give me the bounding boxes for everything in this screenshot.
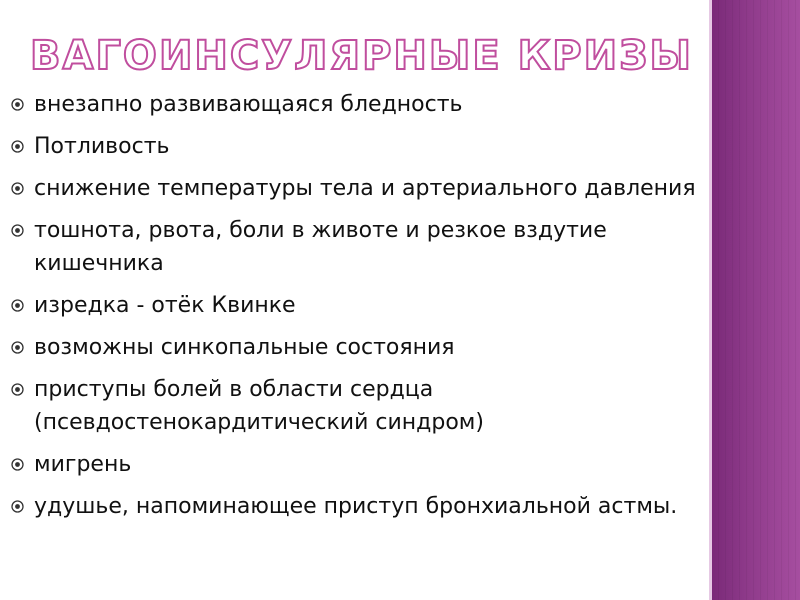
- list-item-text: тошнота, рвота, боли в животе и резкое вздутие кишечника: [34, 218, 607, 276]
- list-item: [8, 448, 698, 481]
- bullet-list: [8, 88, 698, 532]
- circled-bullet-icon: [11, 140, 24, 153]
- list-item: [8, 130, 698, 163]
- list-item: [8, 373, 698, 439]
- list-item: [8, 88, 698, 121]
- circled-bullet-icon: [11, 182, 24, 195]
- circled-bullet-icon: [11, 299, 24, 312]
- list-item: [8, 289, 698, 322]
- decorative-sidebar: [712, 0, 800, 600]
- circled-bullet-icon: [11, 383, 24, 396]
- circled-bullet-icon: [11, 341, 24, 354]
- list-item-text: возможны синкопальные состояния: [34, 335, 455, 360]
- list-item-text: снижение температуры тела и артериального давления: [34, 176, 696, 201]
- list-item-text: внезапно развивающаяся бледность: [34, 92, 463, 117]
- list-item: [8, 172, 698, 205]
- circled-bullet-icon: [11, 500, 24, 513]
- list-item: [8, 331, 698, 364]
- circled-bullet-icon: [11, 224, 24, 237]
- list-item-text: удушье, напоминающее приступ бронхиальной астмы.: [34, 494, 678, 519]
- list-item-text: приступы болей в области сердца (псевдостенокардитический синдром): [34, 377, 484, 435]
- list-item: [8, 490, 698, 523]
- list-item-text: мигрень: [34, 452, 132, 477]
- slide-title: ВАГОИНСУЛЯРНЫЕ КРИЗЫ: [30, 33, 693, 79]
- list-item-text: изредка - отёк Квинке: [34, 293, 296, 318]
- list-item-text: Потливость: [34, 134, 170, 159]
- circled-bullet-icon: [11, 98, 24, 111]
- list-item: [8, 214, 698, 280]
- circled-bullet-icon: [11, 458, 24, 471]
